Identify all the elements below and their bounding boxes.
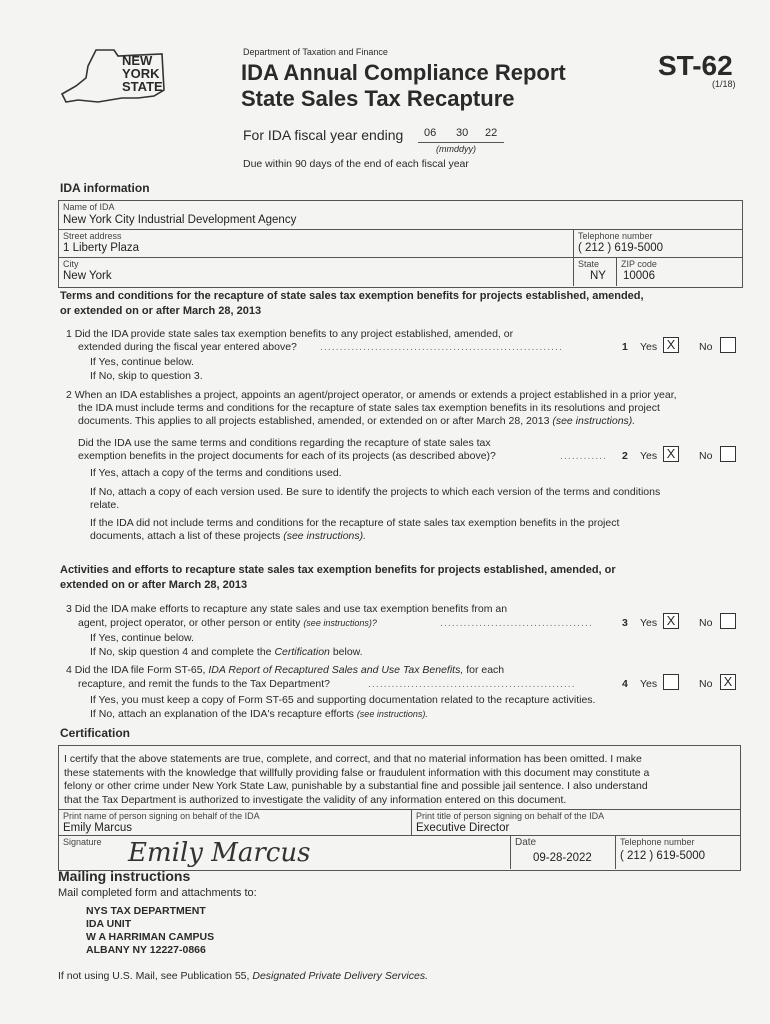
city-label: City — [63, 259, 79, 269]
mailing-address-line-2: IDA UNIT — [86, 918, 132, 930]
q4-line1-prefix: 4 Did the IDA file Form ST-65, — [66, 664, 206, 676]
activities-heading-line2: extended on or after March 28, 2013 — [60, 579, 248, 591]
ida-divider-v2 — [616, 257, 617, 286]
mailing-title: Mailing instructions — [58, 868, 191, 884]
q3-leader-dots: ....................................... — [440, 617, 593, 629]
q3-no-label: No — [699, 617, 713, 629]
q1-number: 1 — [622, 341, 628, 353]
q3-text-line2-main: agent, project operator, or other person or entity — [78, 617, 301, 629]
logo-text-york: YORK — [122, 66, 160, 81]
mailing-footer-publication: Designated Private Delivery Services. — [252, 970, 429, 982]
q2-yes-label: Yes — [640, 450, 658, 462]
print-title-field[interactable]: Executive Director — [416, 822, 510, 834]
ida-info-title: IDA information — [60, 181, 150, 195]
form-title-line2: State Sales Tax Recapture — [241, 86, 515, 111]
city-field[interactable]: New York — [63, 270, 112, 282]
mailing-address-line-1: NYS TAX DEPARTMENT — [86, 905, 206, 917]
certification-statement — [64, 753, 649, 807]
q3-see-instructions: (see instructions)? — [303, 618, 377, 628]
q2-intro-line1: 2 When an IDA establishes a project, appoints an agent/project operator, or amends or extends a project established in a prior year, — [66, 389, 677, 401]
q3-yes-label: Yes — [640, 617, 658, 629]
q1-yes-label: Yes — [640, 341, 658, 353]
q3-if-no — [90, 646, 363, 658]
q2-text-line2: exemption benefits in the project documents for each of its projects (as described above)? — [78, 450, 496, 462]
signature-label: Signature — [63, 837, 102, 847]
q1-no-checkbox[interactable] — [720, 337, 736, 353]
date-format-hint: (mmddyy) — [436, 144, 476, 154]
q4-if-no-text: If No, attach an explanation of the IDA's recapture efforts — [90, 708, 354, 720]
date-label: Date — [515, 837, 537, 848]
q2-no-label: No — [699, 450, 713, 462]
fiscal-year-month[interactable]: 06 — [424, 127, 437, 139]
q4-if-no-see-instructions: (see instructions). — [356, 709, 428, 719]
cert-phone-field[interactable]: ( 212 ) 619-5000 — [620, 850, 706, 862]
state-field[interactable]: NY — [590, 270, 606, 282]
q4-line1-suffix: for each — [466, 664, 505, 676]
cert-divider-v3 — [615, 835, 616, 869]
q2-intro-line3 — [78, 415, 635, 427]
terms-heading-line1: Terms and conditions for the recapture of state sales tax exemption benefits for projects established, amended, — [60, 290, 644, 302]
q2-if-not-line2-text: documents, attach a list of these projects — [90, 530, 281, 542]
q2-number: 2 — [622, 450, 628, 462]
q1-no-label: No — [699, 341, 713, 353]
fiscal-year-year[interactable]: 22 — [485, 127, 498, 139]
fiscal-year-label: For IDA fiscal year ending — [243, 127, 404, 143]
q4-text-line2: recapture, and remit the funds to the Tax Department? — [78, 678, 330, 690]
q3-text-line2 — [78, 617, 377, 629]
logo-text-state: STATE — [122, 79, 163, 94]
form-version: (1/18) — [712, 79, 736, 89]
q3-if-no-certification: Certification — [274, 646, 330, 658]
activities-heading-line1: Activities and efforts to recapture state sales tax exemption benefits for projects established, amended, or — [60, 564, 616, 576]
mailing-footer-prefix: If not using U.S. Mail, see Publication 55, — [58, 970, 250, 982]
q4-leader-dots: ..................................................... — [368, 678, 576, 690]
street-address-label: Street address — [63, 231, 122, 241]
q2-intro-line3-text: documents. This applies to all projects established, amended, or extended on or after March 28, 2013 — [78, 415, 550, 427]
cert-divider-v1 — [411, 809, 412, 835]
q2-if-no-line1: If No, attach a copy of each version used. Be sure to identify the projects to which each version of the terms and conditions — [90, 486, 661, 498]
mailing-address — [86, 905, 214, 957]
zip-field[interactable]: 10006 — [623, 270, 655, 282]
mailing-intro: Mail completed form and attachments to: — [58, 887, 257, 899]
fiscal-year-day[interactable]: 30 — [456, 127, 469, 139]
q1-leader-dots: .............................................................. — [320, 341, 563, 353]
q4-if-no — [90, 708, 428, 720]
q4-yes-label: Yes — [640, 678, 658, 690]
mailing-footer — [58, 970, 428, 982]
q2-intro-see-instructions: (see instructions). — [552, 415, 636, 427]
mailing-address-line-4: ALBANY NY 12227-0866 — [86, 944, 206, 956]
zip-label: ZIP code — [621, 259, 657, 269]
q2-intro-line2: the IDA must include terms and conditions for the recapture of state sales tax exemption benefits in its resolutions and project — [78, 402, 660, 414]
ida-divider-1 — [58, 229, 742, 230]
street-address-field[interactable]: 1 Liberty Plaza — [63, 242, 140, 254]
q2-yes-checkbox[interactable]: X — [663, 446, 679, 462]
ida-divider-2 — [58, 257, 742, 258]
department-name: Department of Taxation and Finance — [243, 47, 388, 57]
cert-divider-2 — [58, 835, 740, 836]
cert-divider-v2 — [510, 835, 511, 869]
q4-yes-checkbox[interactable] — [663, 674, 679, 690]
certification-title: Certification — [60, 726, 131, 740]
terms-heading-line2: or extended on or after March 28, 2013 — [60, 305, 262, 317]
print-name-label: Print name of person signing on behalf of the IDA — [63, 811, 260, 821]
q3-if-no-suffix: below. — [332, 646, 363, 658]
mailing-address-line-3: W A HARRIMAN CAMPUS — [86, 931, 215, 943]
q2-if-not-line2 — [90, 530, 366, 542]
q1-text-line2: extended during the fiscal year entered above? — [78, 341, 297, 353]
q1-yes-checkbox[interactable]: X — [663, 337, 679, 353]
certification-line-3: felony or other crime under New York State Law, punishable by a substantial fine and possible jail sentence. I also understand — [64, 780, 648, 792]
q3-text-line1: 3 Did the IDA make efforts to recapture any state sales and use tax exemption benefits from an — [66, 603, 508, 615]
print-name-field[interactable]: Emily Marcus — [63, 822, 133, 834]
q1-if-no: If No, skip to question 3. — [90, 370, 203, 382]
ida-name-label: Name of IDA — [63, 202, 115, 212]
q1-if-yes: If Yes, continue below. — [90, 356, 194, 368]
certification-line-1: I certify that the above statements are true, complete, and correct, and that no material information has been omitted. I make — [64, 753, 642, 765]
q2-text-line1: Did the IDA use the same terms and conditions regarding the recapture of state sales tax — [78, 437, 491, 449]
cert-divider-1 — [58, 809, 740, 810]
q2-if-yes: If Yes, attach a copy of the terms and conditions used. — [90, 467, 342, 479]
q3-no-checkbox[interactable] — [720, 613, 736, 629]
cert-phone-label: Telephone number — [620, 837, 695, 847]
logo-text-new: NEW — [122, 53, 153, 68]
certification-line-4: that the Tax Department is authorized to investigate the validity of any information entered on this document. — [64, 793, 567, 806]
q3-if-no-prefix: If No, skip question 4 and complete the — [90, 646, 272, 658]
due-text: Due within 90 days of the end of each fiscal year — [243, 158, 469, 170]
signature-field[interactable]: Emily Marcus — [128, 838, 311, 868]
q2-if-not-see-instructions: (see instructions). — [283, 530, 367, 542]
nys-logo — [58, 46, 168, 106]
q4-number: 4 — [622, 678, 628, 690]
q4-if-yes: If Yes, you must keep a copy of Form ST-65 and supporting documentation related to the recapture activities. — [90, 694, 596, 706]
date-field[interactable]: 09-28-2022 — [533, 852, 592, 864]
q2-if-not-line1: If the IDA did not include terms and conditions for the recapture of state sales tax exemption benefits in the project — [90, 517, 620, 529]
ida-phone-field[interactable]: ( 212 ) 619-5000 — [578, 242, 664, 254]
q3-yes-checkbox[interactable]: X — [663, 613, 679, 629]
print-title-label: Print title of person signing on behalf of the IDA — [416, 811, 605, 821]
q4-text-line1 — [66, 664, 504, 676]
state-label: State — [578, 259, 600, 269]
q3-number: 3 — [622, 617, 628, 629]
fiscal-year-underline — [418, 142, 504, 143]
ida-divider-v1 — [573, 229, 574, 286]
ida-name-field[interactable]: New York City Industrial Development Agency — [63, 214, 297, 226]
q2-if-no-line2: relate. — [90, 499, 120, 511]
form-title-line1: IDA Annual Compliance Report — [241, 60, 566, 85]
q2-no-checkbox[interactable] — [720, 446, 736, 462]
ida-phone-label: Telephone number — [578, 231, 653, 241]
q2-leader-dots: ............ — [560, 450, 608, 462]
q4-no-label: No — [699, 678, 713, 690]
form-number: ST-62 — [658, 50, 733, 81]
q3-if-yes: If Yes, continue below. — [90, 632, 194, 644]
q4-no-checkbox[interactable]: X — [720, 674, 736, 690]
q4-line1-form-title: IDA Report of Recaptured Sales and Use Tax Benefits, — [208, 664, 464, 676]
q1-text-line1: 1 Did the IDA provide state sales tax exemption benefits to any project established, amended, or — [66, 328, 514, 340]
certification-line-2: these statements with the knowledge that willfully providing false or fraudulent information with this document may constitute a — [64, 766, 650, 779]
